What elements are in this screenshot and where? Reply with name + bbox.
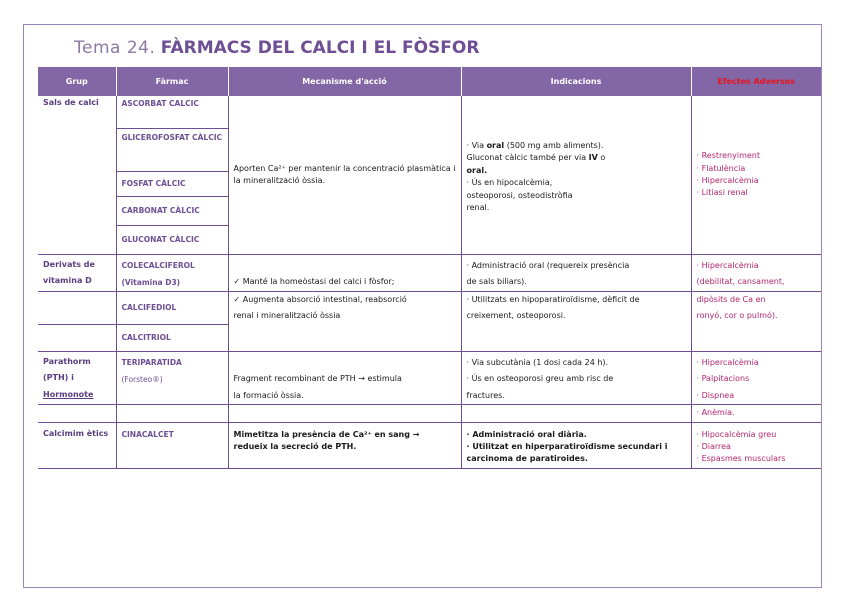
header-farmac: Fàrmac [116,67,228,96]
drug-teriparatida: TERIPARATIDA [116,352,228,372]
group-vitd-2: vitamina D [38,274,116,291]
group-sals: Sals de calci [38,96,116,255]
drug-calcitriol: CALCITRIOL [116,325,228,352]
group-calcimimetics: Calcimim ètics [38,422,116,468]
adv-pth-4: · Anèmia. [691,405,821,422]
row-pth-3 [38,388,821,405]
drug-ascorbat: ASCORBAT CALCIC [121,99,199,108]
header-grup: Grup [38,67,116,96]
ind-vitd-4: creixement, osteoporosi. [461,308,691,324]
row-pth-4 [38,405,821,422]
row-calcimimetics [38,422,821,468]
header-mecanisme: Mecanisme d'acció [228,67,461,96]
row-vitd-5 [38,325,821,352]
row-vitd-3 [38,291,821,308]
adv-pth-2: · Palpitacions [696,374,750,384]
adv-pth-1: · Hipercalcèmia [696,358,759,368]
mech-vitd-3: renal i mineralització òssia [228,308,461,324]
ind-vitd-3: · Utilitzats en hipoparatiroïdisme, dèficit de [461,291,691,308]
ind-pth-2: · Ús en osteoporosi greu amb risc de [461,371,691,387]
row-pth-2 [38,371,821,387]
drugs-sals [116,96,228,255]
ind-vitd-2: de sals biliars). [461,274,691,291]
mech-pth-1: Fragment recombinant de PTH → estimula [228,371,461,387]
adv-pth-3: · Dispnea [691,388,821,405]
ind-sals: · Via oral (500 mg amb aliments). Gluconat càlcic també per via IV o oral. · Ús en hipocalcèmia, osteoporosi, osteodistròfia renal. [461,96,691,255]
drug-calcifediol: CALCIFEDIOL [116,291,228,324]
drug-fosfat: FOSFAT CÀLCIC [117,171,228,196]
adv-calcimimetics: · Hipocalcèmia greu · Diarrea · Espasmes musculars [691,422,821,468]
row-vitd-1 [38,255,821,275]
mech-pth-2: la formació òssia. [228,388,461,405]
ind-vitd-1: · Administració oral (requereix presència [461,255,691,275]
mech-vitd-2: ✓ Augmenta absorció intestinal, reabsorció [228,291,461,308]
drug-glicerofosfat: GLICEROFOSFAT CÀLCIC [117,128,228,171]
title-prefix: Tema 24. [74,38,156,58]
drug-table [38,67,821,469]
mech-vitd-1: ✓ Manté la homeòstasi del calci i fòsfor; [228,274,461,291]
group-pth-1: Parathorm [38,352,116,372]
drug-carbonat: CARBONAT CÀLCIC [117,196,228,225]
group-vitd-1: Derivats de [38,255,116,275]
drug-cinacalcet: CINACALCET [116,422,228,468]
adv-vitd-1: · Hipercalcèmia [696,261,759,270]
drug-vitamina-d3: (Vitamina D3) [116,274,228,291]
ind-pth-3: fractures. [461,388,691,405]
mech-calcimimetics: Mimetitza la presència de Ca²⁺ en sang → redueix la secreció de PTH. [228,422,461,468]
row-pth-1 [38,352,821,372]
row-vitd-2 [38,274,821,291]
page-title [74,38,479,58]
drug-colecalciferol: COLECALCIFEROL [116,255,228,275]
row-sals-calci [38,96,821,255]
adv-sals: · Restrenyiment · Flatulència · Hipercalcèmia · Litiasi renal [691,96,821,255]
adv-vitd-3: dipòsits de Ca en [696,294,766,304]
adv-vitd-2: (debilitat, cansament, [691,274,821,291]
ind-calcimimetics: · Administració oral diària. · Utilitzat en hiperparatiroïdisme secundari i carcinoma de paratiroides. [461,422,691,468]
header-row [38,67,821,96]
ind-pth-1: · Via subcutània (1 dosi cada 24 h). [461,352,691,372]
group-pth-3: Hormonote [38,388,116,405]
group-pth-2: (PTH) i [38,371,116,387]
drug-gluconat: GLUCONAT CÀLCIC [117,225,228,254]
adv-vitd-4: ronyó, cor o pulmó). [696,311,778,321]
header-indicacions: Indicacions [461,67,691,96]
drug-forsteo: (Forsteo®) [116,371,228,387]
mech-sals: Aporten Ca²⁺ per mantenir la concentració plasmàtica i la mineralització òssia. [228,96,461,255]
title-main: FÀRMACS DEL CALCI I EL FÒSFOR [160,38,480,58]
header-efectes: Efectes Adversos [691,67,821,96]
